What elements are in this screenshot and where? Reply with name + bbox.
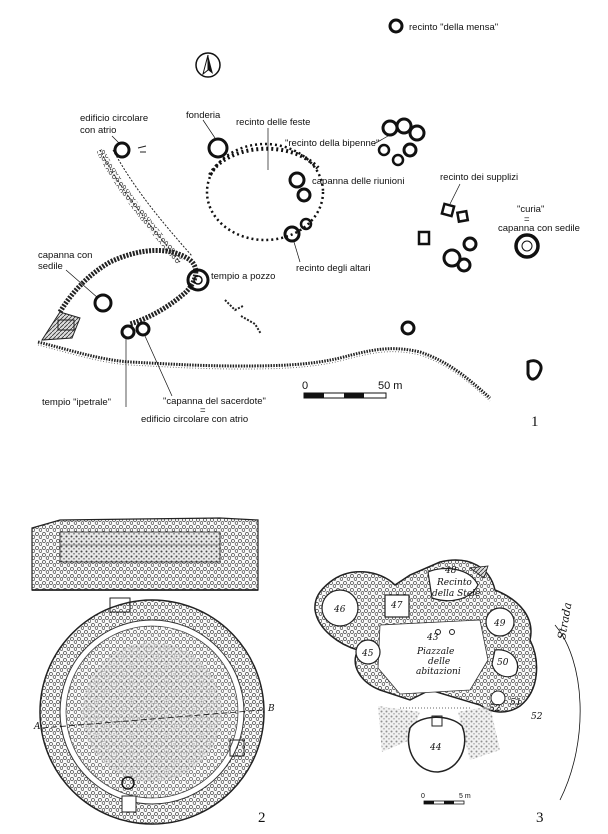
plan-3-dwellings (315, 560, 580, 826)
label-capanna-riunioni: capanna delle riunioni (312, 176, 405, 187)
scale-start-3: 0 (421, 793, 425, 800)
figure-number-1: 1 (531, 414, 539, 430)
label-capanna-sacerdote: "capanna del sacerdote" (163, 396, 266, 407)
label-recinto-altari: recinto degli altari (296, 263, 371, 274)
room-label-52a: 52 (489, 704, 501, 714)
room-label-47: 47 (391, 601, 403, 611)
street-line (555, 625, 580, 800)
room-label-stele: della Stele (432, 589, 481, 599)
scale-bar-1 (302, 380, 402, 398)
figure-number-3: 3 (536, 810, 544, 826)
plan-2-circular-hut (32, 518, 275, 826)
label-capanna-con: capanna con (38, 250, 93, 261)
north-arrow-icon (196, 53, 220, 77)
scale-bar-3 (421, 793, 471, 804)
scale-end-1: 50 m (378, 380, 403, 392)
label-recinto-feste: recinto delle feste (236, 117, 311, 128)
legend (390, 20, 498, 33)
label-tempio-pozzo: tempio a pozzo (211, 271, 276, 282)
label-curia-eq: = (524, 214, 530, 225)
label-recinto-supplizi: recinto dei supplizi (440, 172, 519, 183)
diagonal-wall (100, 150, 180, 262)
label-recinto-bipenne: "recinto della bipenne" (285, 138, 380, 149)
label-curia-sedile: capanna con sedile (498, 223, 580, 234)
label-sacerdote-eq: = (200, 405, 206, 416)
room-label-45: 45 (362, 649, 374, 659)
terrain-edge (38, 342, 490, 398)
room-label-piazzale: Piazzale (417, 647, 455, 657)
label-con-atrio: con atrio (80, 125, 117, 136)
room-label-46: 46 (334, 605, 346, 615)
legend-label: recinto "della mensa" (409, 22, 499, 33)
label-edificio-atrio: edificio circolare con atrio (141, 414, 249, 425)
curia-hut (516, 235, 538, 257)
bipenne-cluster (379, 119, 424, 165)
room-label-delle: delle (428, 657, 451, 667)
legend-hut-icon (390, 20, 402, 32)
label-tempio-ipetrale: tempio "ipetrale" (42, 397, 112, 408)
room-label-49: 49 (494, 619, 506, 629)
room-label-51: 51 (510, 698, 522, 708)
room-label-52b: 52 (531, 712, 543, 722)
figure-number-2: 2 (258, 810, 266, 826)
scale-start-1: 0 (302, 380, 309, 392)
room-label-44: 44 (430, 743, 442, 753)
room-label-48: 48 (445, 566, 457, 576)
label-sedile: sedile (38, 261, 63, 272)
room-label-43: 43 (427, 633, 439, 643)
plan-1-village (38, 20, 580, 430)
section-label-b: B (268, 704, 275, 714)
scale-end-3: 5 m (459, 793, 471, 800)
room-label-recinto: Recinto (437, 578, 472, 588)
street-label: Strada (555, 601, 575, 641)
label-fonderia: fonderia (186, 110, 221, 121)
section-label-a: A (34, 722, 41, 732)
room-label-abitazioni: abitazioni (416, 667, 461, 677)
supplizi-cluster (419, 204, 476, 271)
label-edificio-circolare: edificio circolare (80, 113, 149, 124)
room-label-50: 50 (497, 658, 509, 668)
label-curia: "curia" (517, 204, 545, 215)
